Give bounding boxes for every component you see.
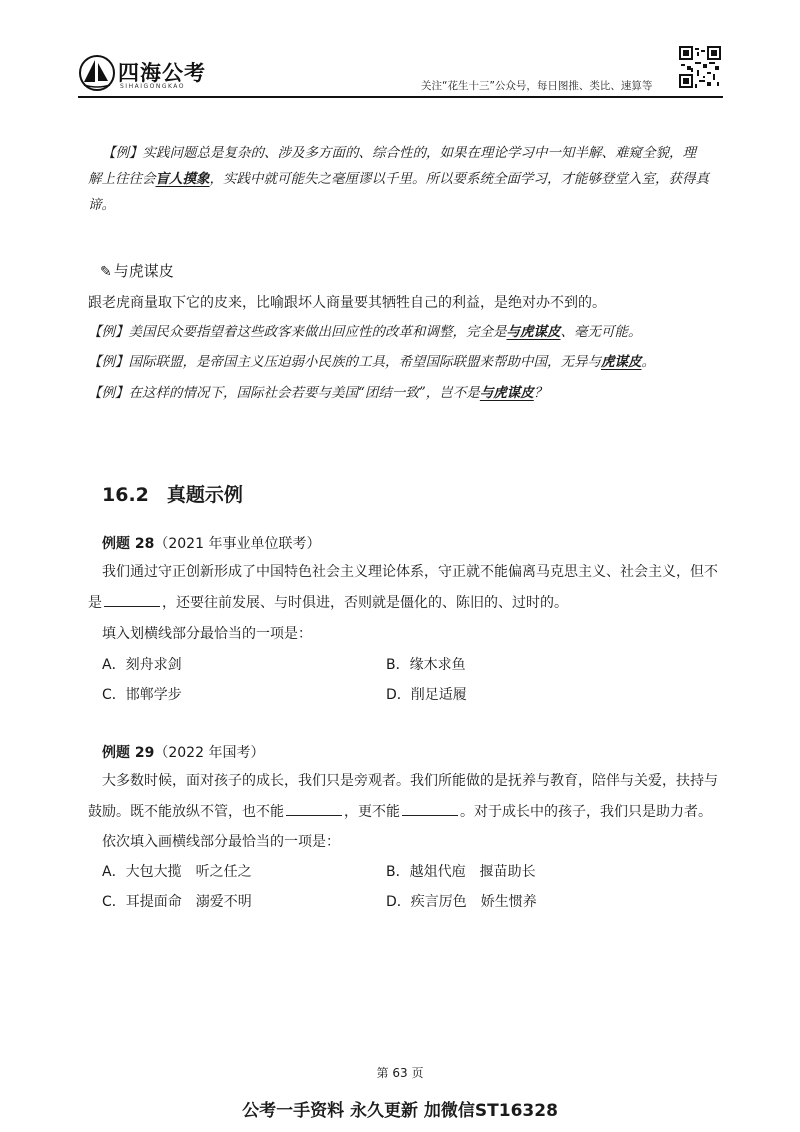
- question-28-title: [102, 533, 320, 553]
- example-line-1: 【例】实践问题总是复杂的、涉及多方面的、综合性的，如果在理论学习中一知半解、难窥全貌，理: [102, 145, 696, 161]
- idiom-example-1-start: 【例】美国民众要指望着这些政客来做出回应性的改革和调整，完全是: [88, 324, 507, 340]
- question-29-source: （2022 年国考）: [154, 745, 265, 761]
- question-29-stem-2-middle: ，更不能: [344, 804, 400, 820]
- idiom-example-2: [88, 352, 655, 372]
- idiom-example-3-em: 与虎谋皮: [479, 385, 534, 401]
- example-line-2: [88, 169, 709, 189]
- idiom-example-3: [88, 383, 547, 403]
- qr-code-icon: [679, 46, 721, 88]
- highlighted-idiom: 盲人摸象: [155, 171, 210, 187]
- brand-name: 四海公考: [118, 61, 206, 85]
- idiom-example-1: [88, 322, 642, 342]
- question-28-stem-2-end: ，还要往前发展、与时俱进，否则就是僵化的、陈旧的、过时的。: [162, 595, 568, 611]
- idiom-definition: 跟老虎商量取下它的皮来，比喻跟坏人商量要其牺牲自己的利益，是绝对办不到的。: [88, 295, 606, 311]
- idiom-example-3-start: 【例】在这样的情况下，国际社会若要与美国“团结一致”，岂不是: [88, 385, 480, 401]
- question-29-stem-2-start: 鼓励。既不能放纵不管，也不能: [88, 804, 284, 820]
- answer-blank-2: [402, 801, 458, 816]
- brand-subtitle: SIHAIGONGKAO: [120, 83, 186, 90]
- question-29-option-a: A．大包大揽 听之任之: [102, 864, 252, 880]
- question-29-title: [102, 742, 264, 762]
- pencil-icon: ✎: [100, 264, 112, 280]
- question-29-stem-1: 大多数时候，面对孩子的成长，我们只是旁观者。我们所能做的是抚养与教育，陪伴与关爱，扶持与: [102, 773, 718, 789]
- answer-blank-1: [286, 801, 342, 816]
- idiom-example-2-start: 【例】国际联盟，是帝国主义压迫弱小民族的工具，希望国际联盟来帮助中国，无异与: [88, 354, 601, 370]
- question-28-option-a: A．刻舟求剑: [102, 657, 182, 673]
- example-line-3: 谛。: [88, 197, 115, 213]
- question-28-stem-2: [88, 592, 568, 613]
- page-number: 第 63 页: [376, 1066, 424, 1080]
- question-29-option-b: B．越俎代庖 揠苗助长: [386, 864, 536, 880]
- question-28-stem-2-start: 是: [88, 595, 102, 611]
- page-header: [0, 0, 800, 104]
- section-number: 16.2: [102, 484, 149, 506]
- question-28-source: （2021 年事业单位联考）: [154, 536, 321, 552]
- question-29-label: 例题 29: [102, 745, 155, 761]
- idiom-example-1-end: 、毫无可能。: [560, 324, 642, 340]
- question-28-option-b: B．缘木求鱼: [386, 657, 466, 673]
- question-28-stem-1: 我们通过守正创新形成了中国特色社会主义理论体系，守正就不能偏离马克思主义、社会主义，但不: [102, 564, 718, 580]
- example-line-2-end: ，实践中就可能失之毫厘谬以千里。所以要系统全面学习，才能够登堂入室，获得真: [209, 171, 709, 187]
- footer-promo: 公考一手资料 永久更新 加微信ST16328: [242, 1101, 558, 1121]
- sailboat-logo-icon: [78, 54, 116, 92]
- header-tagline: 关注“花生十三”公众号，每日图推、类比、速算等: [421, 80, 653, 92]
- header-divider: [78, 96, 723, 98]
- idiom-example-3-end: ？: [533, 385, 548, 401]
- section-name: 真题示例: [166, 484, 243, 506]
- question-29-stem-2-end: 。对于成长中的孩子，我们只是助力者。: [460, 804, 712, 820]
- answer-blank: [104, 592, 160, 607]
- question-28-prompt: 填入划横线部分最恰当的一项是：: [102, 626, 312, 642]
- idiom-heading: [100, 260, 174, 281]
- idiom-title: 与虎谋皮: [113, 262, 174, 280]
- idiom-example-2-end: 。: [641, 354, 655, 370]
- question-29-option-c: C．耳提面命 溺爱不明: [102, 894, 252, 910]
- question-28-label: 例题 28: [102, 536, 155, 552]
- section-title: [102, 480, 243, 507]
- question-29-option-d: D．疾言厉色 娇生惯养: [386, 894, 537, 910]
- question-28-option-d: D．削足适履: [386, 687, 467, 703]
- question-29-prompt: 依次填入画横线部分最恰当的一项是：: [102, 834, 340, 850]
- question-29-stem-2: [88, 801, 712, 822]
- example-line-2-start: 解上往往会: [88, 171, 156, 187]
- question-28-option-c: C．邯郸学步: [102, 687, 182, 703]
- idiom-example-1-em: 与虎谋皮: [506, 324, 561, 340]
- idiom-example-2-em: 虎谋皮: [601, 354, 642, 370]
